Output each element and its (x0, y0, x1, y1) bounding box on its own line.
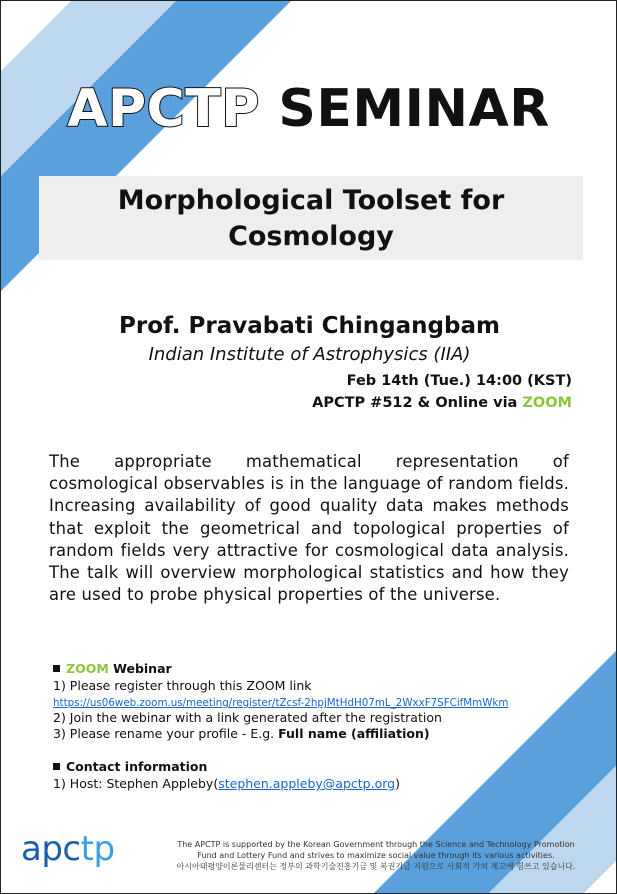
webinar-step-3 (53, 726, 430, 742)
speaker-name: Prof. Pravabati Chingangbam (119, 313, 500, 339)
contact-heading-text: Contact information (66, 759, 208, 774)
seminar-datetime: Feb 14th (Tue.) 14:00 (KST) (346, 373, 572, 389)
talk-title-line-1: Morphological Toolset for (117, 185, 505, 216)
contact-host (53, 776, 400, 792)
talk-title (41, 183, 581, 255)
talk-title-line-2: Cosmology (228, 221, 394, 252)
apctp-logo (21, 829, 115, 869)
funding-line-2: Fund and Lottery Fund and strives to maximize social value through its various activities. (197, 851, 555, 860)
webinar-step-3-text: 3) Please rename your profile - E.g. (53, 726, 279, 741)
contact-host-text: 1) Host: Stephen Appleby( (53, 776, 219, 791)
webinar-zoom-word: ZOOM (66, 661, 109, 676)
webinar-step-2: 2) Join the webinar with a link generated after the registration (53, 710, 442, 725)
seminar-heading (1, 79, 616, 139)
contact-host-suffix: ) (395, 776, 400, 791)
logo-apc: apc (21, 829, 81, 869)
bullet-square-icon (53, 665, 60, 672)
zoom-registration-link[interactable]: https://us06web.zoom.us/meeting/register/tZcsf-2hpjMtHdH07mL_2WxxF7SFCifMmWkm (53, 697, 509, 709)
webinar-step-3-bold: Full name (affiliation) (278, 726, 430, 741)
funding-statement (141, 839, 611, 872)
bullet-square-icon (53, 763, 60, 770)
contact-email-link[interactable]: stephen.appleby@apctp.org (218, 776, 396, 791)
brand-outline-text: APCTP (67, 79, 260, 139)
webinar-step-1: 1) Please register through this ZOOM link (53, 678, 312, 693)
contact-heading (53, 759, 207, 775)
speaker-affiliation: Indian Institute of Astrophysics (IIA) (148, 344, 471, 365)
funding-line-3-korean: 아시아태평양이론물리센터는 정부의 과학기술진흥기금 및 복권기금 지원으로 사회적 가치 제고에 힘쓰고 있습니다. (176, 862, 576, 871)
funding-line-1: The APCTP is supported by the Korean Government through the Science and Technology Promotion (177, 840, 575, 849)
brand-solid-text: SEMINAR (278, 79, 550, 139)
abstract (49, 451, 569, 606)
zoom-registration-link-row (53, 694, 508, 711)
webinar-heading (53, 661, 172, 677)
logo-tp: tp (80, 829, 115, 869)
venue-zoom: ZOOM (522, 395, 572, 411)
webinar-heading-text: Webinar (108, 661, 172, 676)
seminar-venue (312, 395, 572, 411)
venue-text: APCTP #512 & Online via (312, 395, 523, 411)
abstract-text: The appropriate mathematical representation of cosmological observables is in the language of random fields. Increasing availability of good quality data makes methods that exploit the geometrical and topological properties of random fields very attractive for cosmological data analysis. The talk will overview morphological statistics and how they are used to probe physical properties of the universe. (49, 452, 569, 605)
